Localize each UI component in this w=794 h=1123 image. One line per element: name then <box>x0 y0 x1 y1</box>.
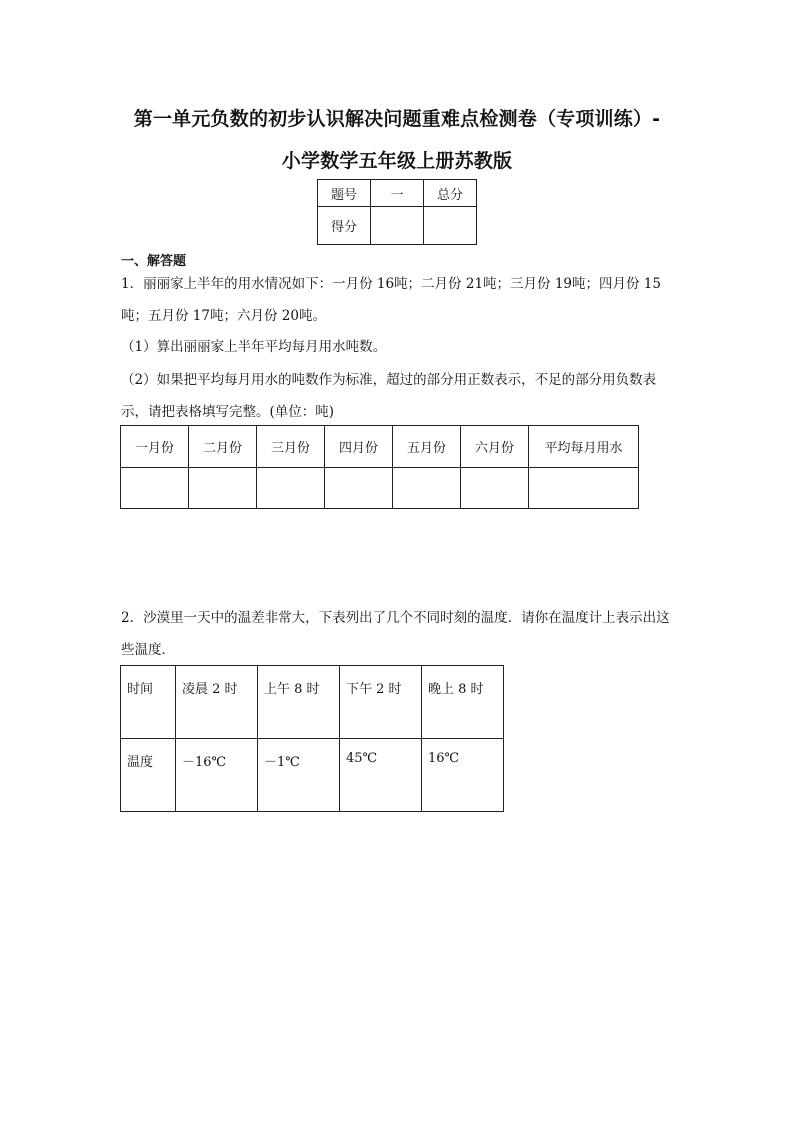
water-cell-average[interactable] <box>529 468 639 509</box>
water-header-apr: 四月份 <box>325 426 393 468</box>
question-1-text: 1．丽丽家上半年的用水情况如下：一月份 16吨；二月份 21吨；三月份 19吨；四月份 15吨；五月份 17吨；六月份 20吨。 <box>121 276 661 324</box>
temp-time-2pm: 下午 2 时 <box>340 666 422 739</box>
score-table <box>317 179 477 245</box>
temp-row-label-time: 时间 <box>121 666 176 739</box>
water-cell-jun[interactable] <box>461 468 529 509</box>
water-cell-feb[interactable] <box>189 468 257 509</box>
section-heading: 一、解答题 <box>121 254 187 269</box>
temp-value-8pm: 16℃ <box>422 739 504 812</box>
page-title-line2: 小学数学五年级上册苏教版 <box>281 150 513 172</box>
temp-value-2am: －16℃ <box>176 739 258 812</box>
temp-value-2pm: 45℃ <box>340 739 422 812</box>
water-cell-apr[interactable] <box>325 468 393 509</box>
temp-value-8am: －1℃ <box>258 739 340 812</box>
question-1-sub2: （2）如果把平均每月用水的吨数作为标准，超过的部分用正数表示，不足的部分用负数表示，请把表格填写完整。(单位：吨) <box>121 372 657 420</box>
water-header-mar: 三月份 <box>257 426 325 468</box>
water-cell-may[interactable] <box>393 468 461 509</box>
water-cell-jan[interactable] <box>121 468 189 509</box>
water-header-jun: 六月份 <box>461 426 529 468</box>
score-header-number: 题号 <box>318 180 371 207</box>
temperature-table <box>120 665 504 812</box>
temp-time-2am: 凌晨 2 时 <box>176 666 258 739</box>
temp-time-8pm: 晚上 8 时 <box>422 666 504 739</box>
score-header-total: 总分 <box>424 180 477 207</box>
page-title-line1: 第一单元负数的初步认识解决问题重难点检测卷（专项训练）- <box>133 108 661 130</box>
score-cell-one[interactable] <box>371 207 424 245</box>
water-header-average: 平均每月用水 <box>529 426 639 468</box>
question-2-text: 2．沙漠里一天中的温差非常大，下表列出了几个不同时刻的温度．请你在温度计上表示出这些温度． <box>121 610 670 658</box>
score-row-label: 得分 <box>318 207 371 245</box>
temp-row-label-temp: 温度 <box>121 739 176 812</box>
score-header-one: 一 <box>371 180 424 207</box>
water-header-feb: 二月份 <box>189 426 257 468</box>
question-1-sub1: （1）算出丽丽家上半年平均每月用水吨数。 <box>121 339 387 355</box>
water-header-may: 五月份 <box>393 426 461 468</box>
score-cell-total[interactable] <box>424 207 477 245</box>
temp-time-8am: 上午 8 时 <box>258 666 340 739</box>
water-cell-mar[interactable] <box>257 468 325 509</box>
water-usage-table <box>120 425 639 509</box>
water-header-jan: 一月份 <box>121 426 189 468</box>
